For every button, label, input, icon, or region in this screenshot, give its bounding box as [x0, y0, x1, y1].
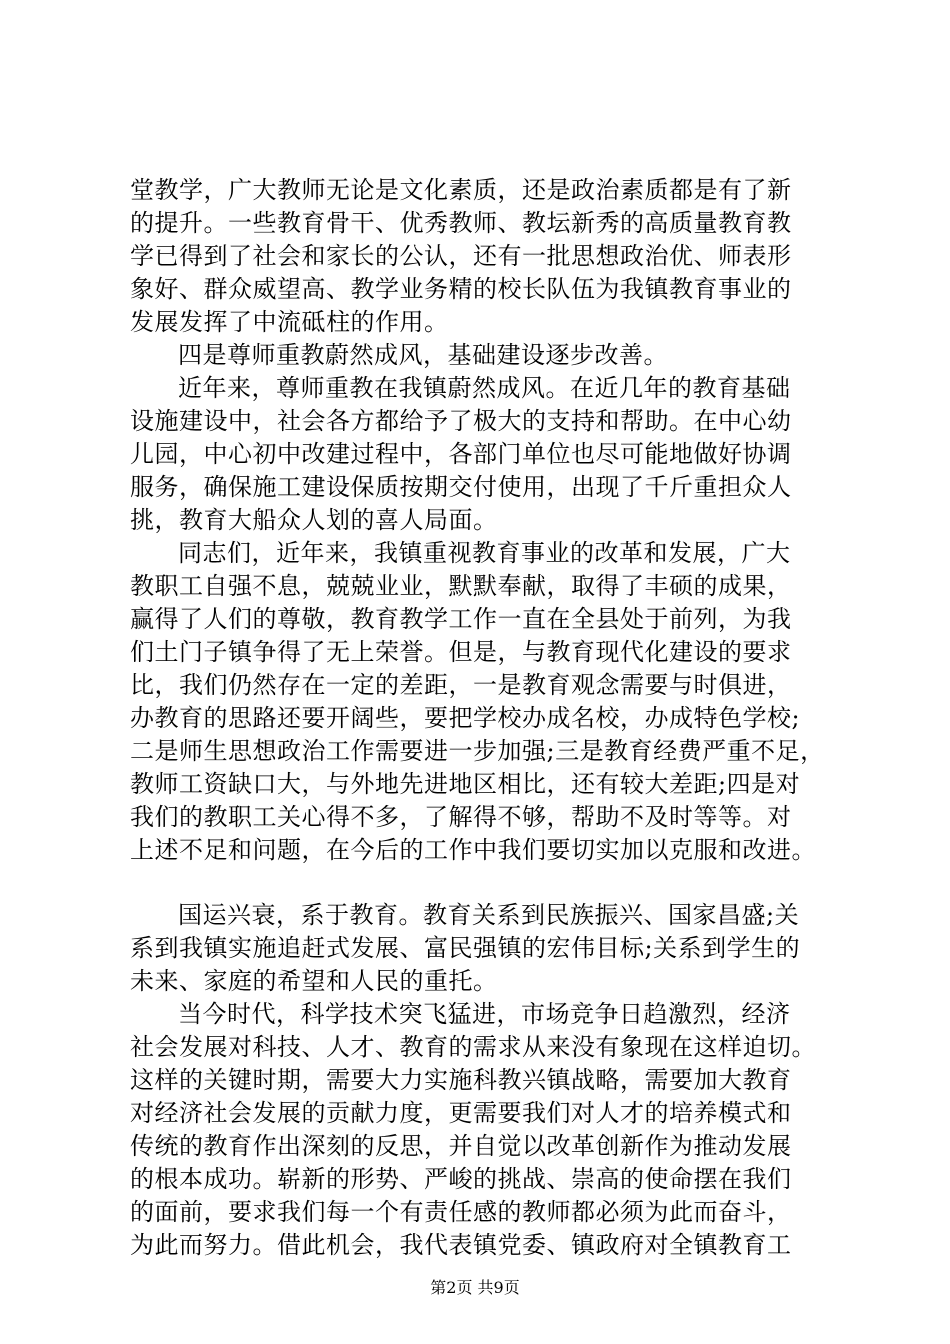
text-line: 办教育的思路还要开阔些，要把学校办成名校，办成特色学校; [130, 704, 801, 732]
text-line: 挑，教育大船众人划的喜人局面。 [130, 506, 498, 534]
paragraph-gap [130, 867, 830, 899]
text-line: 的提升。一些教育骨干、优秀教师、教坛新秀的高质量教育教 [130, 209, 792, 237]
text-line: 近年来，尊师重教在我镇蔚然成风。在近几年的教育基础 [178, 374, 791, 402]
text-line: 的根本成功。崭新的形势、严峻的挑战、崇高的使命摆在我们 [130, 1165, 792, 1193]
text-line: 象好、群众威望高、教学业务精的校长队伍为我镇教育事业的 [130, 275, 792, 303]
text-line: 的面前，要求我们每一个有责任感的教师都必须为此而奋斗， [130, 1198, 792, 1226]
text-line: 堂教学，广大教师无论是文化素质，还是政治素质都是有了新 [130, 176, 792, 204]
document-body [130, 174, 830, 1262]
text-line: 学已得到了社会和家长的公认，还有一批思想政治优、师表形 [130, 242, 792, 270]
paragraph [130, 174, 830, 339]
text-line: 我们的教职工关心得不多，了解得不够，帮助不及时等等。对 [130, 803, 792, 831]
text-line: 教师工资缺口大，与外地先进地区相比，还有较大差距;四是对 [130, 770, 801, 798]
text-line: 教职工自强不息，兢兢业业，默默奉献，取得了丰硕的成果， [130, 572, 792, 600]
paragraph [130, 537, 830, 867]
paragraph [130, 339, 830, 372]
text-line: 发展发挥了中流砥柱的作用。 [130, 308, 449, 336]
text-line: 这样的关键时期，需要大力实施科教兴镇战略，需要加大教育 [130, 1066, 792, 1094]
text-line: 二是师生思想政治工作需要进一步加强;三是教育经费严重不足， [130, 737, 825, 765]
text-line: 传统的教育作出深刻的反思，并自觉以改革创新作为推动发展 [130, 1132, 792, 1160]
text-line: 为此而努力。借此机会，我代表镇党委、镇政府对全镇教育工 [130, 1231, 792, 1259]
text-line: 社会发展对科技、人才、教育的需求从来没有象现在这样迫切。 [130, 1033, 816, 1061]
text-line: 上述不足和问题，在今后的工作中我们要切实加以克服和改进。 [130, 836, 816, 864]
text-line: 赢得了人们的尊敬，教育教学工作一直在全县处于前列，为我 [130, 605, 792, 633]
paragraph [130, 372, 830, 537]
text-line: 们土门子镇争得了无上荣誉。但是，与教育现代化建设的要求 [130, 638, 792, 666]
text-line: 同志们，近年来，我镇重视教育事业的改革和发展，广大 [178, 539, 791, 567]
page-footer [0, 1278, 950, 1298]
text-line: 系到我镇实施追赶式发展、富民强镇的宏伟目标;关系到学生的 [130, 934, 801, 962]
text-line: 比，我们仍然存在一定的差距，一是教育观念需要与时俱进， [130, 671, 792, 699]
text-line: 服务，确保施工建设保质按期交付使用，出现了千斤重担众人 [130, 473, 792, 501]
text-line: 未来、家庭的希望和人民的重托。 [130, 967, 498, 995]
text-line: 国运兴衰，系于教育。教育关系到民族振兴、国家昌盛;关 [178, 901, 800, 929]
page-number: 第2页 共9页 [430, 1278, 520, 1297]
text-line: 当今时代，科学技术突飞猛进，市场竞争日趋激烈，经济 [178, 1000, 791, 1028]
paragraph [130, 899, 830, 998]
paragraph [130, 998, 830, 1262]
text-line: 设施建设中，社会各方都给予了极大的支持和帮助。在中心幼 [130, 407, 792, 435]
text-line: 四是尊师重教蔚然成风，基础建设逐步改善。 [178, 341, 668, 369]
text-line: 儿园，中心初中改建过程中，各部门单位也尽可能地做好协调 [130, 440, 792, 468]
text-line: 对经济社会发展的贡献力度，更需要我们对人才的培养模式和 [130, 1099, 792, 1127]
